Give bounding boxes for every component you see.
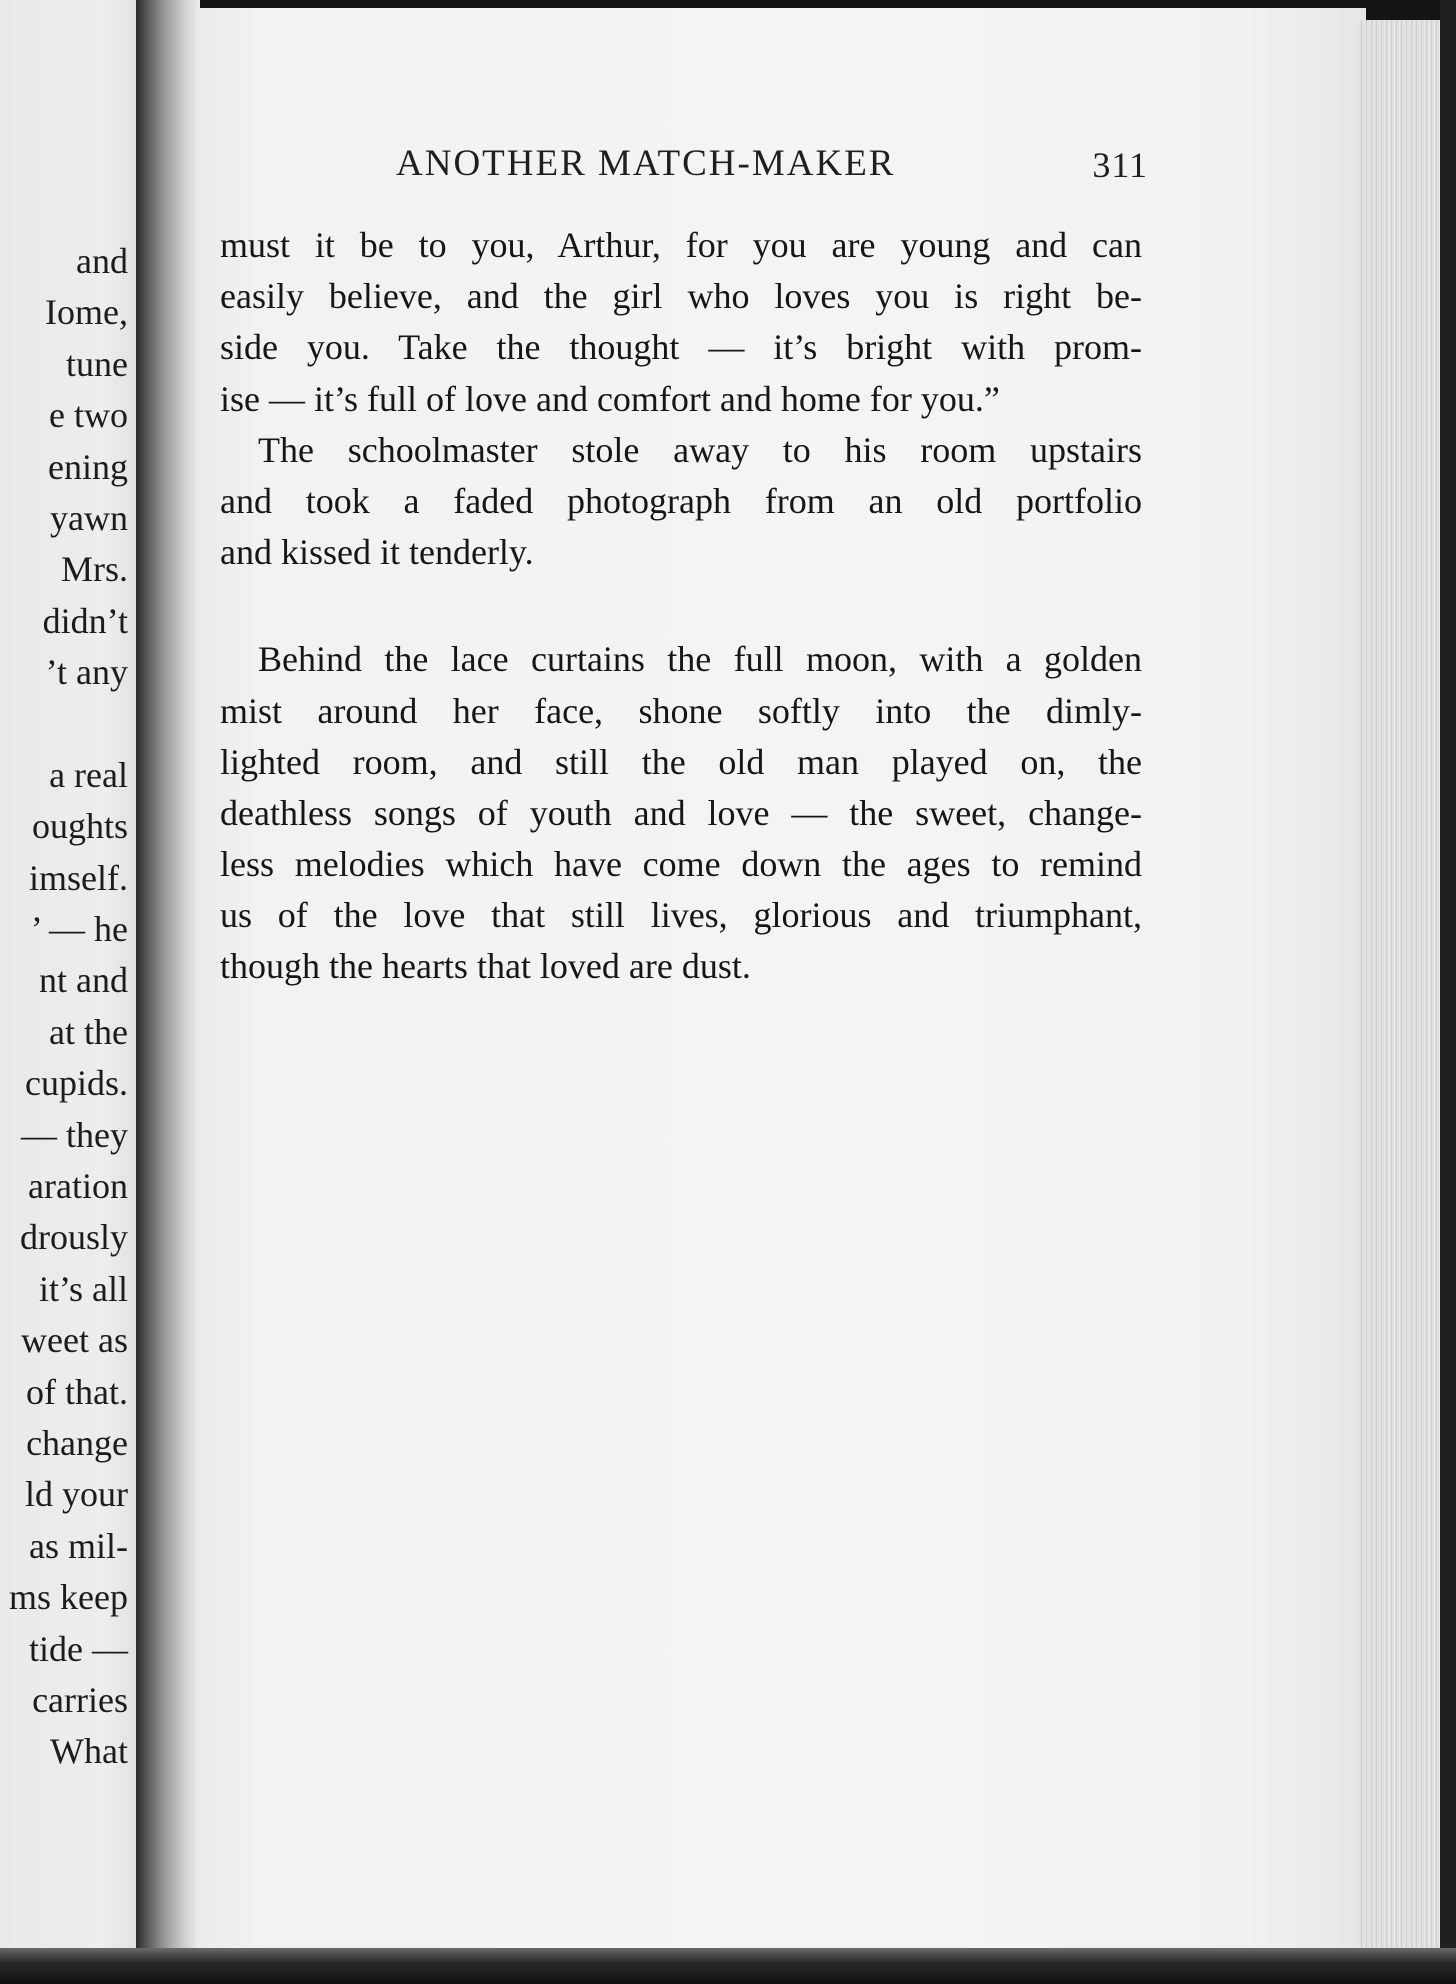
left-line: tune bbox=[66, 343, 128, 384]
left-line-gap bbox=[9, 699, 128, 750]
text-line: ise — it’s full of love and comfort and home for you.” bbox=[220, 378, 1000, 419]
text-line: must it be to you, Arthur, for you are young and can bbox=[220, 225, 1142, 265]
text-line: mist around her face, shone softly into the dimly- bbox=[220, 690, 1142, 731]
left-line: and bbox=[76, 241, 128, 281]
paragraph bbox=[220, 425, 1142, 579]
left-line: didn’t bbox=[42, 600, 128, 641]
left-line: ’ — he bbox=[30, 909, 128, 950]
text-line: and took a faded photograph from an old portfolio bbox=[220, 480, 1142, 521]
text-line: lighted room, and still the old man played on, the bbox=[220, 741, 1142, 782]
text-line: deathless songs of youth and love — the sweet, change- bbox=[220, 792, 1142, 833]
section-break bbox=[220, 578, 1142, 634]
left-line: weet as bbox=[21, 1320, 128, 1361]
text-line: us of the love that still lives, glorious and triumphant, bbox=[220, 895, 1142, 936]
left-page bbox=[0, 0, 150, 1960]
paragraph bbox=[220, 634, 1142, 992]
left-line: nt and bbox=[39, 960, 128, 1001]
left-line: of that. bbox=[26, 1371, 128, 1412]
text-line: easily believe, and the girl who loves you is right be- bbox=[220, 276, 1142, 317]
left-line: cupids. bbox=[25, 1063, 128, 1104]
left-line: aration bbox=[28, 1166, 128, 1207]
body-text bbox=[220, 220, 1142, 993]
left-line: at the bbox=[49, 1011, 128, 1052]
left-line: ms keep bbox=[9, 1577, 128, 1618]
left-line: ening bbox=[48, 446, 128, 487]
left-line: e two bbox=[49, 395, 128, 436]
left-line: — they bbox=[21, 1114, 128, 1155]
left-line: tide — bbox=[29, 1628, 128, 1669]
text-line: Behind the lace curtains the full moon, with a golden bbox=[258, 639, 1142, 680]
left-line: as mil- bbox=[29, 1525, 128, 1566]
bottom-shadow bbox=[0, 1948, 1456, 1984]
left-page-text bbox=[9, 236, 128, 1778]
left-line: yawn bbox=[50, 497, 128, 538]
page-edges bbox=[1358, 20, 1450, 1960]
running-head bbox=[396, 142, 1148, 192]
left-line: Mrs. bbox=[60, 549, 128, 590]
left-line: ’t any bbox=[45, 652, 128, 693]
left-line: a real bbox=[49, 754, 128, 795]
left-line: drously bbox=[20, 1217, 128, 1258]
book-gutter bbox=[136, 0, 200, 1960]
text-line: The schoolmaster stole away to his room upstairs bbox=[258, 429, 1142, 470]
left-line: change bbox=[26, 1422, 128, 1463]
left-line: What bbox=[50, 1731, 128, 1772]
page-edge-shadow bbox=[1440, 0, 1456, 1984]
text-line: though the hearts that loved are dust. bbox=[220, 946, 751, 987]
left-line: Iome, bbox=[45, 292, 128, 333]
left-line: ld your bbox=[25, 1474, 128, 1515]
text-line: less melodies which have come down the ages to remind bbox=[220, 844, 1142, 885]
page-number: 311 bbox=[1092, 145, 1148, 185]
text-line: and kissed it tenderly. bbox=[220, 532, 534, 573]
left-line: carries bbox=[32, 1679, 128, 1720]
text-line: side you. Take the thought — it’s bright with prom- bbox=[220, 327, 1142, 368]
left-line: it’s all bbox=[39, 1268, 128, 1309]
paragraph bbox=[220, 220, 1142, 425]
running-title: ANOTHER MATCH-MAKER bbox=[396, 143, 896, 184]
left-line: oughts bbox=[31, 806, 128, 847]
left-line: imself. bbox=[29, 857, 128, 898]
